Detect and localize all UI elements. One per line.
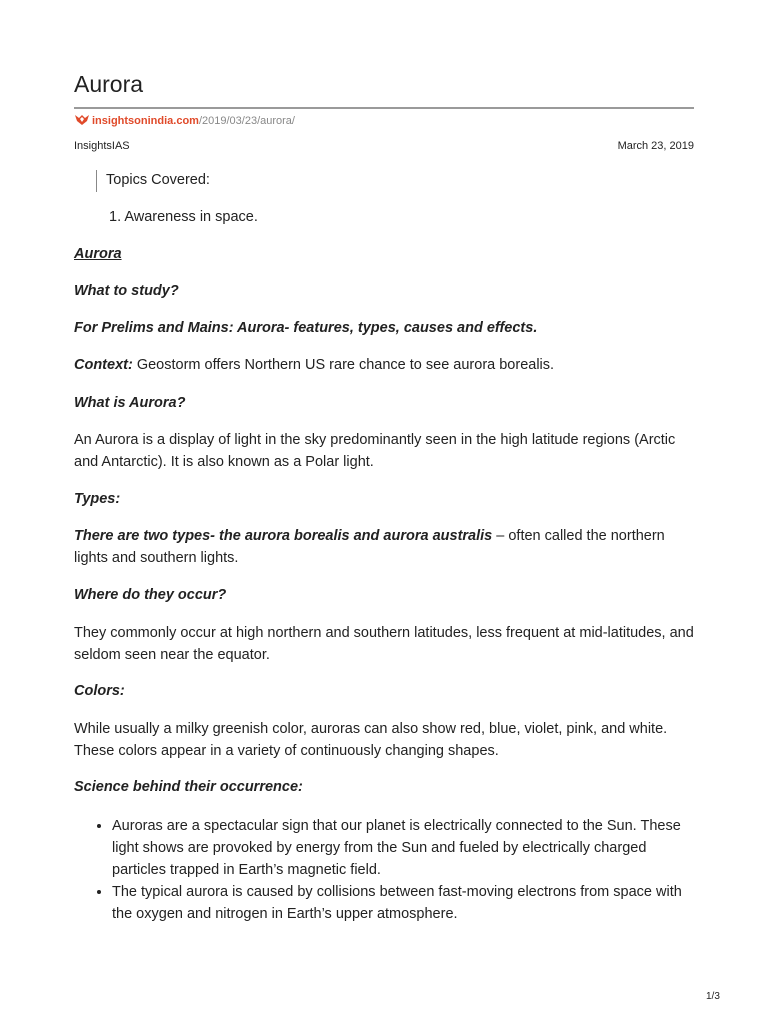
source-line bbox=[74, 114, 295, 128]
what-is-aurora-paragraph: An Aurora is a display of light in the sky predominantly seen in the high latitude regions (Arctic and Antarctic). It is also known as a Polar light. bbox=[74, 432, 676, 470]
types-rest-text: – often called the northern lights and southern lights. bbox=[74, 528, 665, 566]
author-name: InsightsIAS bbox=[74, 140, 130, 152]
list-item: • The typical aurora is caused by collisions between fast-moving electrons from space with the oxygen and nitrogen in Earth’s upper atmosphere. bbox=[112, 881, 694, 925]
source-domain-link[interactable]: insightsonindia.com bbox=[92, 115, 199, 127]
insightsonindia-logo-icon bbox=[74, 114, 90, 126]
list-item: • Auroras are a spectacular sign that our planet is electrically connected to the Sun. These light shows are provoked by energy from the Sun and fueled by electrically charged particles trapped in Earth’s magnetic field. bbox=[112, 815, 694, 881]
science-heading: Science behind their occurrence: bbox=[74, 779, 303, 795]
colors-paragraph: While usually a milky greenish color, auroras can also show red, blue, violet, pink, and white. These colors appear in a variety of continuously changing shapes. bbox=[74, 721, 668, 759]
aurora-heading: Aurora bbox=[74, 246, 122, 262]
publish-date: March 23, 2019 bbox=[617, 140, 694, 152]
page-number: 1/3 bbox=[706, 991, 720, 1002]
list-item-number: 1. bbox=[109, 209, 122, 225]
topics-list-item bbox=[109, 206, 258, 228]
context-label: Context: bbox=[74, 357, 133, 373]
types-paragraph bbox=[74, 525, 694, 569]
what-is-aurora-heading: What is Aurora? bbox=[74, 395, 186, 411]
context-paragraph bbox=[74, 354, 694, 376]
title-divider bbox=[74, 107, 694, 109]
science-bullet-list bbox=[74, 815, 694, 925]
colors-heading: Colors: bbox=[74, 683, 125, 699]
prelims-mains-heading: For Prelims and Mains: Aurora- features, types, causes and effects. bbox=[74, 320, 538, 336]
topics-covered-label: Topics Covered: bbox=[106, 172, 210, 188]
list-item-text: Awareness in space. bbox=[124, 209, 258, 225]
source-path: /2019/03/23/aurora/ bbox=[198, 115, 295, 127]
context-text: Geostorm offers Northern US rare chance to see aurora borealis. bbox=[132, 357, 555, 373]
where-paragraph: They commonly occur at high northern and southern latitudes, less frequent at mid-latitudes, and seldom seen near the equator. bbox=[74, 625, 694, 663]
what-to-study-heading: What to study? bbox=[74, 283, 179, 299]
types-heading: Types: bbox=[74, 491, 121, 507]
types-bold-text: There are two types- the aurora borealis and aurora australis bbox=[74, 528, 493, 544]
where-heading: Where do they occur? bbox=[74, 587, 227, 603]
article-meta bbox=[74, 139, 694, 153]
topics-covered-quote bbox=[96, 170, 210, 192]
page-title: Aurora bbox=[74, 71, 144, 97]
